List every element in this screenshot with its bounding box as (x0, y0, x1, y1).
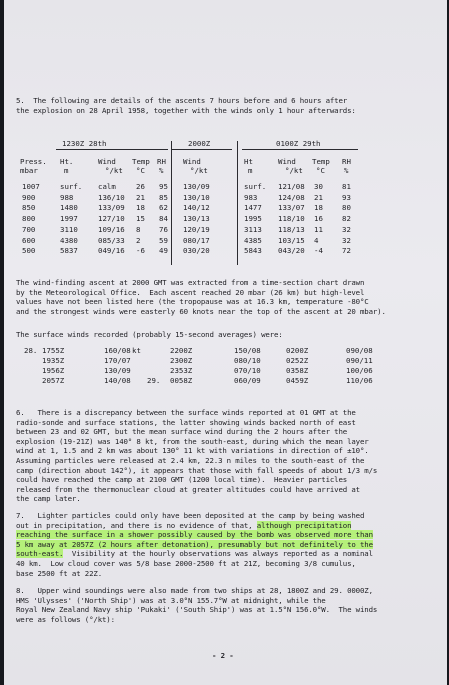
text-line: could have reached the camp at 2100 GMT (1200 local time). Heavier particles (16, 475, 348, 485)
item5-intro (16, 96, 356, 115)
text-line (16, 540, 373, 550)
table-cell: 085/33 (98, 235, 125, 245)
text-line: were as follows (°/kt): (16, 614, 115, 624)
text-line: 6. There is a discrepancy between the surface winds reported at 01 GMT at the (16, 408, 356, 417)
table-cell: 136/10 (98, 192, 125, 202)
table-cell: 59 (159, 235, 168, 245)
highlighted-text: reaching the surface in a shower possibly caused by the bomb was observed more than (16, 530, 373, 540)
unit-wind-2000: °/kt (190, 166, 208, 175)
text-line: radio-sonde and surface stations, the latter showing winds backed north of east (16, 417, 356, 427)
surface-winds-intro: The surface winds recorded (probably 15-second averages) were: (16, 330, 283, 339)
surface-wind-cell: 150/08 (234, 346, 261, 355)
text-line: the camp later. (16, 494, 81, 504)
table-cell: 81 (342, 182, 351, 191)
text-line (16, 549, 373, 559)
header-wind-0100: Wind (278, 157, 296, 166)
text-line: 8. Upper wind soundings were also made from two ships at 28, 1800Z and 29. 0000Z, (16, 586, 373, 595)
text-line: 5. The following are details of the ascents 7 hours before and 6 hours after (16, 96, 348, 105)
table-cell: 80 (342, 203, 351, 213)
table-cell: 700 (22, 224, 36, 234)
table-cell: 95 (159, 182, 168, 191)
unit-wind: °/kt (105, 166, 123, 175)
table-rule-left (56, 149, 168, 150)
ascent-table (20, 139, 360, 267)
table-cell: 30 (314, 182, 323, 191)
surface-wind-cell: 1935Z (42, 356, 65, 365)
group-header-2000z: 2000Z (188, 139, 211, 148)
document-page (4, 0, 447, 685)
surface-wind-cell: 0058Z (170, 376, 193, 385)
table-cell: 11 (314, 224, 323, 234)
table-cell: 5837 (60, 246, 78, 256)
table-cell: 26 (136, 182, 145, 191)
unit-temp-0100: °C (316, 166, 325, 175)
table-cell: 21 (314, 192, 323, 202)
surface-winds-table (24, 346, 404, 390)
table-cell: 8 (136, 224, 141, 234)
table-cell: 130/09 (183, 182, 210, 191)
table-cell: calm (98, 182, 116, 191)
table-cell: 850 (22, 203, 36, 213)
text-line: The wind-finding ascent at 2000 GMT was extracted from a time-section chart drawn (16, 278, 365, 287)
table-rule-mid (172, 149, 232, 150)
table-cell: 4385 (244, 235, 262, 245)
day-28: 28. (24, 346, 38, 355)
kt-unit: kt (132, 346, 141, 355)
surface-wind-cell: 2057Z (42, 376, 65, 385)
table-cell: 030/20 (183, 246, 210, 256)
table-cell: 049/16 (98, 246, 125, 256)
unit-press: mbar (20, 166, 38, 175)
text-line (16, 530, 373, 540)
surface-wind-cell: 0459Z (286, 376, 309, 385)
text-line: 40 km. Low cloud cover was 5/8 base 2000-2500 ft at 21Z, becoming 3/8 cumulus, (16, 558, 356, 568)
table-cell: 121/08 (278, 182, 305, 191)
table-cell: surf. (244, 182, 267, 191)
surface-wind-cell: 1755Z (42, 346, 65, 355)
text-line (16, 521, 373, 531)
page-number: - 2 - (212, 651, 234, 660)
header-ht-0100: Ht (244, 157, 253, 166)
text-line: by the Meteorological Office. Each ascent reached 20 mbar (26 km) but high-level (16, 287, 365, 297)
table-cell: 120/19 (183, 224, 210, 234)
surface-wind-cell: 100/06 (346, 366, 373, 375)
table-cell: 118/13 (278, 224, 305, 234)
table-cell: 76 (159, 224, 168, 234)
surface-wind-cell: 130/09 (104, 366, 131, 375)
surface-wind-cell: 0358Z (286, 366, 309, 375)
table-divider-1 (171, 141, 172, 265)
surface-wind-cell: 170/07 (104, 356, 131, 365)
surface-wind-cell: 0200Z (286, 346, 309, 355)
unit-ht: m (64, 166, 69, 175)
table-cell: 18 (136, 203, 145, 213)
paragraph-6 (16, 408, 377, 504)
highlighted-text: although precipitation (256, 520, 352, 530)
header-wind-2000: Wind (183, 157, 201, 166)
text-line: Royal New Zealand Navy ship 'Pukaki' ('South Ship') was at 1.5°N 156.0°W. The winds (16, 605, 378, 615)
text-line: and the strongest winds were easterly 60 knots near the top of the ascent at 20 mbar). (16, 306, 386, 316)
table-cell: 84 (159, 214, 168, 224)
table-cell: 62 (159, 203, 168, 213)
group-header-0100z: 0100Z 29th (276, 139, 321, 148)
table-cell: 3110 (60, 224, 78, 234)
unit-wind-0100: °/kt (285, 166, 303, 175)
surface-wind-cell: 090/08 (346, 346, 373, 355)
text-line: camp (direction about 142°), it appears that those with fall speeds of about 1/3 m/s (16, 465, 378, 475)
table-cell: 15 (136, 214, 145, 224)
table-cell: 85 (159, 192, 168, 202)
text-line: between 23 and 02 GMT, but the mean surface wind during the 2 hours after the (16, 427, 348, 437)
table-cell: 983 (244, 192, 258, 202)
table-cell: -6 (136, 246, 145, 256)
text-span: Visibility at the hourly observations was always reported as a nominal (63, 549, 373, 559)
table-cell: 103/15 (278, 235, 305, 245)
unit-ht-0100: m (248, 166, 253, 175)
table-cell: 124/08 (278, 192, 305, 202)
text-line: the explosion on 28 April 1958, together with the winds only 1 hour afterwards: (16, 105, 356, 115)
table-cell: 4 (314, 235, 319, 245)
highlighted-text: 5 km away at 2057Z (2 hours after detonation), presumably but not definitely to the (16, 539, 373, 549)
table-cell: -4 (314, 246, 323, 256)
surface-wind-cell: 160/08 (104, 346, 131, 355)
surface-wind-cell: 2200Z (170, 346, 193, 355)
header-ht: Ht. (60, 157, 74, 166)
paragraph-8 (16, 586, 377, 624)
table-cell: 1997 (60, 214, 78, 224)
table-cell: 140/12 (183, 203, 210, 213)
table-cell: 93 (342, 192, 351, 202)
table-cell: 21 (136, 192, 145, 202)
text-line: released from the thermonuclear cloud at greater altitudes could have arrived at (16, 484, 360, 494)
header-wind: Wind (98, 157, 116, 166)
text-line: base 2500 ft at 22Z. (16, 568, 102, 578)
highlighted-text: south-east. (16, 549, 64, 559)
table-cell: 4380 (60, 235, 78, 245)
table-rule-right (242, 149, 358, 150)
header-temp-0100: Temp (312, 157, 330, 166)
surface-wind-cell: 1956Z (42, 366, 65, 375)
table-cell: 109/16 (98, 224, 125, 234)
table-cell: 133/07 (278, 203, 305, 213)
table-cell: 127/10 (98, 214, 125, 224)
table-cell: 82 (342, 214, 351, 224)
surface-wind-cell: 090/11 (346, 356, 373, 365)
table-cell: 988 (60, 192, 74, 202)
text-line: wind at 1, 1.5 and 2 km was about 130° 11 kt with variations in direction of ±10°. (16, 446, 369, 456)
wind-finding-paragraph (16, 278, 386, 316)
unit-rh-0100: % (344, 166, 349, 175)
table-cell: 32 (342, 224, 351, 234)
table-cell: 32 (342, 235, 351, 245)
text-line: explosion (19-21Z) was 140° 8 kt, from the south-east, during which the mean layer (16, 436, 369, 446)
table-cell: 043/20 (278, 246, 305, 256)
header-temp: Temp (132, 157, 150, 166)
header-rh-0100: RH (342, 157, 351, 166)
table-cell: 133/09 (98, 203, 125, 213)
table-cell: 1477 (244, 203, 262, 213)
table-cell: 1007 (22, 182, 40, 191)
table-cell: 130/10 (183, 192, 210, 202)
table-cell: 2 (136, 235, 141, 245)
table-cell: 118/10 (278, 214, 305, 224)
table-cell: 1995 (244, 214, 262, 224)
surface-wind-cell: 060/09 (234, 376, 261, 385)
text-line: 7. Lighter particles could only have been deposited at the camp by being washed (16, 511, 365, 520)
table-cell: surf. (60, 182, 83, 191)
header-rh: RH (157, 157, 166, 166)
surface-wind-cell: 140/08 (104, 376, 131, 385)
table-cell: 3113 (244, 224, 262, 234)
table-cell: 16 (314, 214, 323, 224)
surface-wind-cell: 2300Z (170, 356, 193, 365)
table-divider-2 (237, 141, 238, 265)
table-cell: 5843 (244, 246, 262, 256)
unit-rh: % (159, 166, 164, 175)
text-span: out in precipitation, and there is no evidence of that, (16, 520, 257, 530)
paragraph-7 (16, 511, 373, 578)
table-cell: 18 (314, 203, 323, 213)
table-cell: 600 (22, 235, 36, 245)
surface-wind-cell: 070/10 (234, 366, 261, 375)
table-cell: 72 (342, 246, 351, 256)
table-cell: 900 (22, 192, 36, 202)
text-line: values have not been listed here (the tropopause was at 16.3 km, temperature -80°C (16, 297, 369, 307)
surface-wind-cell: 080/10 (234, 356, 261, 365)
table-cell: 500 (22, 246, 36, 256)
text-line: HMS 'Ulysses' ('North Ship') was at 3.0°N 155.7°W at midnight, while the (16, 595, 326, 605)
surface-wind-cell: 0252Z (286, 356, 309, 365)
text-line: Assuming particles were released at 2.4 km, 22.3 n miles to the south-east of the (16, 455, 365, 465)
table-cell: 49 (159, 246, 168, 256)
unit-temp: °C (136, 166, 145, 175)
surface-wind-cell: 110/06 (346, 376, 373, 385)
surface-wind-cell: 2353Z (170, 366, 193, 375)
table-cell: 130/13 (183, 214, 210, 224)
group-header-1230z: 1230Z 28th (62, 139, 107, 148)
table-cell: 080/17 (183, 235, 210, 245)
header-press: Press. (20, 157, 47, 166)
table-cell: 1480 (60, 203, 78, 213)
day-29: 29. (147, 376, 161, 385)
table-cell: 800 (22, 214, 36, 224)
